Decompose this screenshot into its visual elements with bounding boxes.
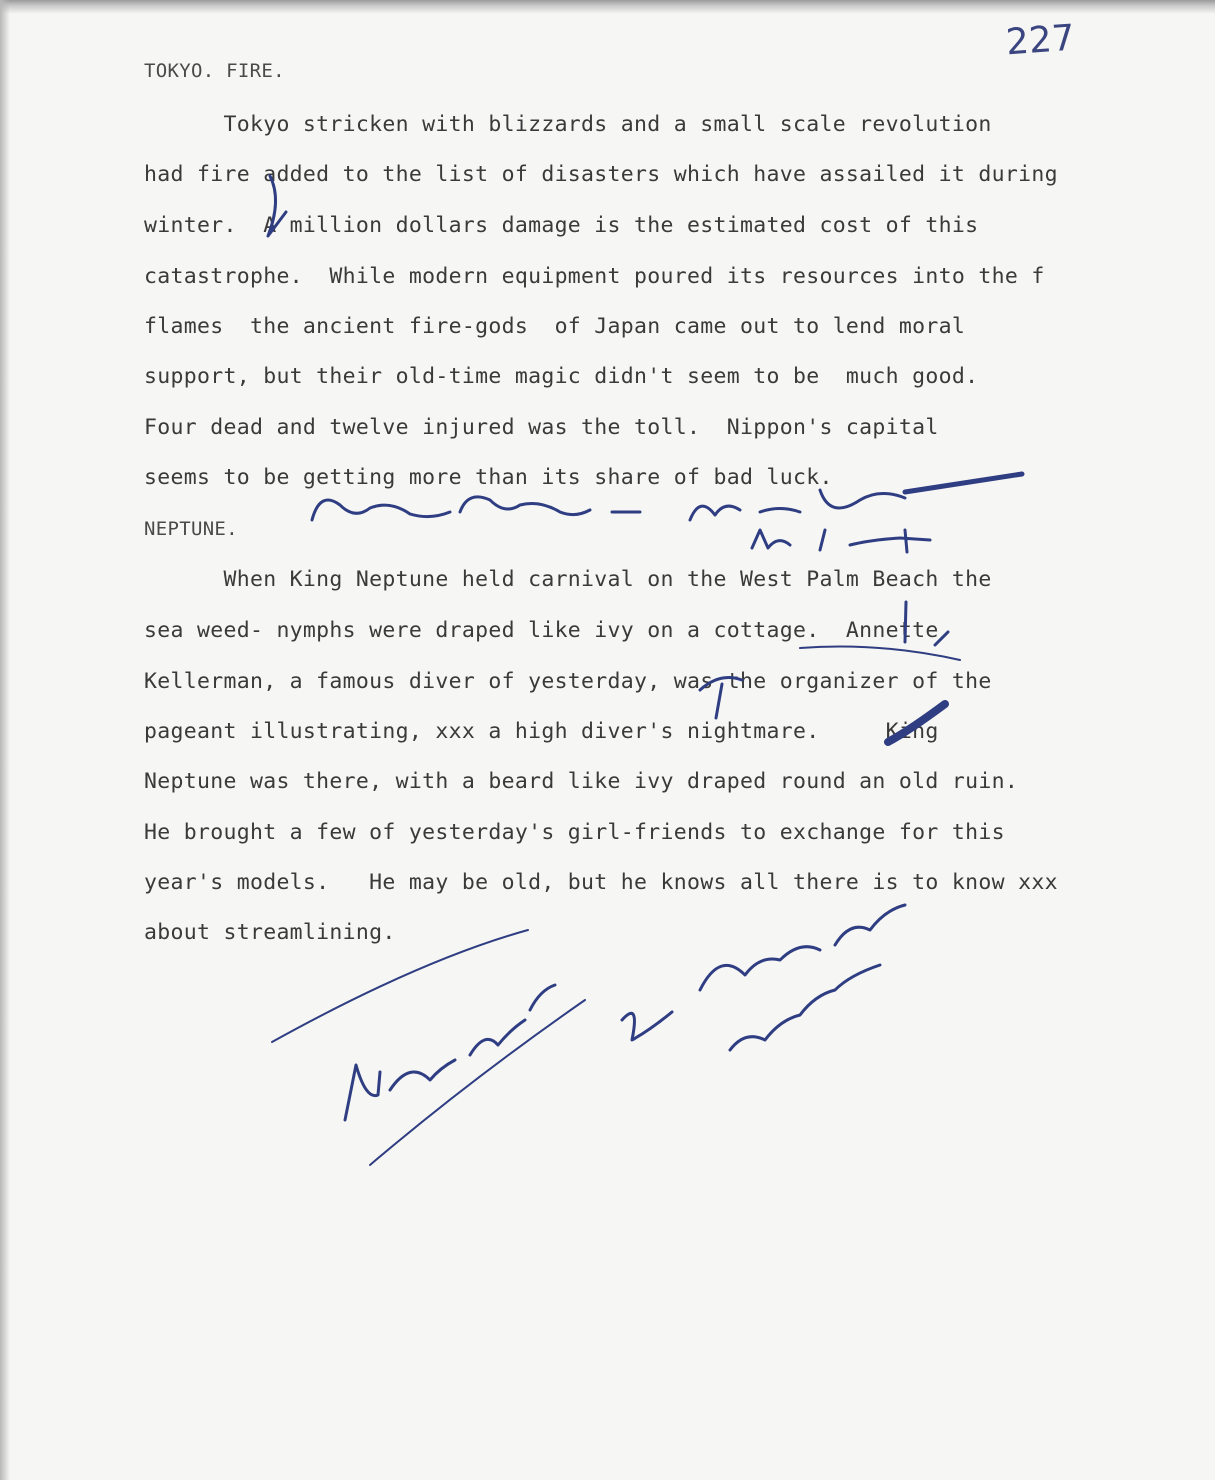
ink-no1-out-note xyxy=(752,530,930,552)
ink-diagonal-line-upper xyxy=(272,930,528,1042)
story-heading-neptune: NEPTUNE. xyxy=(144,518,238,540)
story-line: When King Neptune held carnival on the West Palm Beach the xyxy=(144,567,992,592)
ink-watch-fade-note xyxy=(622,905,905,1050)
page-number: 227 xyxy=(1004,17,1077,64)
story-heading-tokyo-fire: TOKYO. FIRE. xyxy=(144,60,285,82)
story-line: had fire added to the list of disasters which have assailed it during xyxy=(144,162,1058,187)
story-line: about streamlining. xyxy=(144,920,396,945)
story-line: catastrophe. While modern equipment poured its resources into the f xyxy=(144,264,1045,289)
story-line: Neptune was there, with a beard like ivy draped round an old ruin. xyxy=(144,769,1019,794)
story-line: seems to be getting more than its share of bad luck. xyxy=(144,465,833,490)
story-line: winter. A million dollars damage is the estimated cost of this xyxy=(144,213,979,238)
story-line: He brought a few of yesterday's girl-friends to exchange for this xyxy=(144,820,1005,845)
story-line: Tokyo stricken with blizzards and a small scale revolution xyxy=(144,112,992,137)
ink-running-commerce-note xyxy=(312,490,905,520)
ink-arc-mark xyxy=(800,647,960,661)
story-line: Four dead and twelve injured was the toll. Nippon's capital xyxy=(144,415,939,440)
scan-edge-left xyxy=(0,0,10,1480)
story-line: support, but their old-time magic didn't seem to be much good. xyxy=(144,364,979,389)
story-line: year's models. He may be old, but he knows all there is to know xxx xyxy=(144,870,1058,895)
story-line: Kellerman, a famous diver of yesterday, was the organizer of the xyxy=(144,669,992,694)
story-line: sea weed- nymphs were draped like ivy on a cottage. Annette xyxy=(144,618,939,643)
scan-edge-top xyxy=(0,0,1215,14)
ink-diagonal-line-lower xyxy=(370,1000,585,1165)
ink-end-line xyxy=(905,474,1022,492)
story-line: pageant illustrating, xxx a high diver's nightmare. King xyxy=(144,719,939,744)
ink-no2-at-end-note xyxy=(345,985,555,1120)
story-line: flames the ancient fire-gods of Japan came out to lend moral xyxy=(144,314,966,339)
